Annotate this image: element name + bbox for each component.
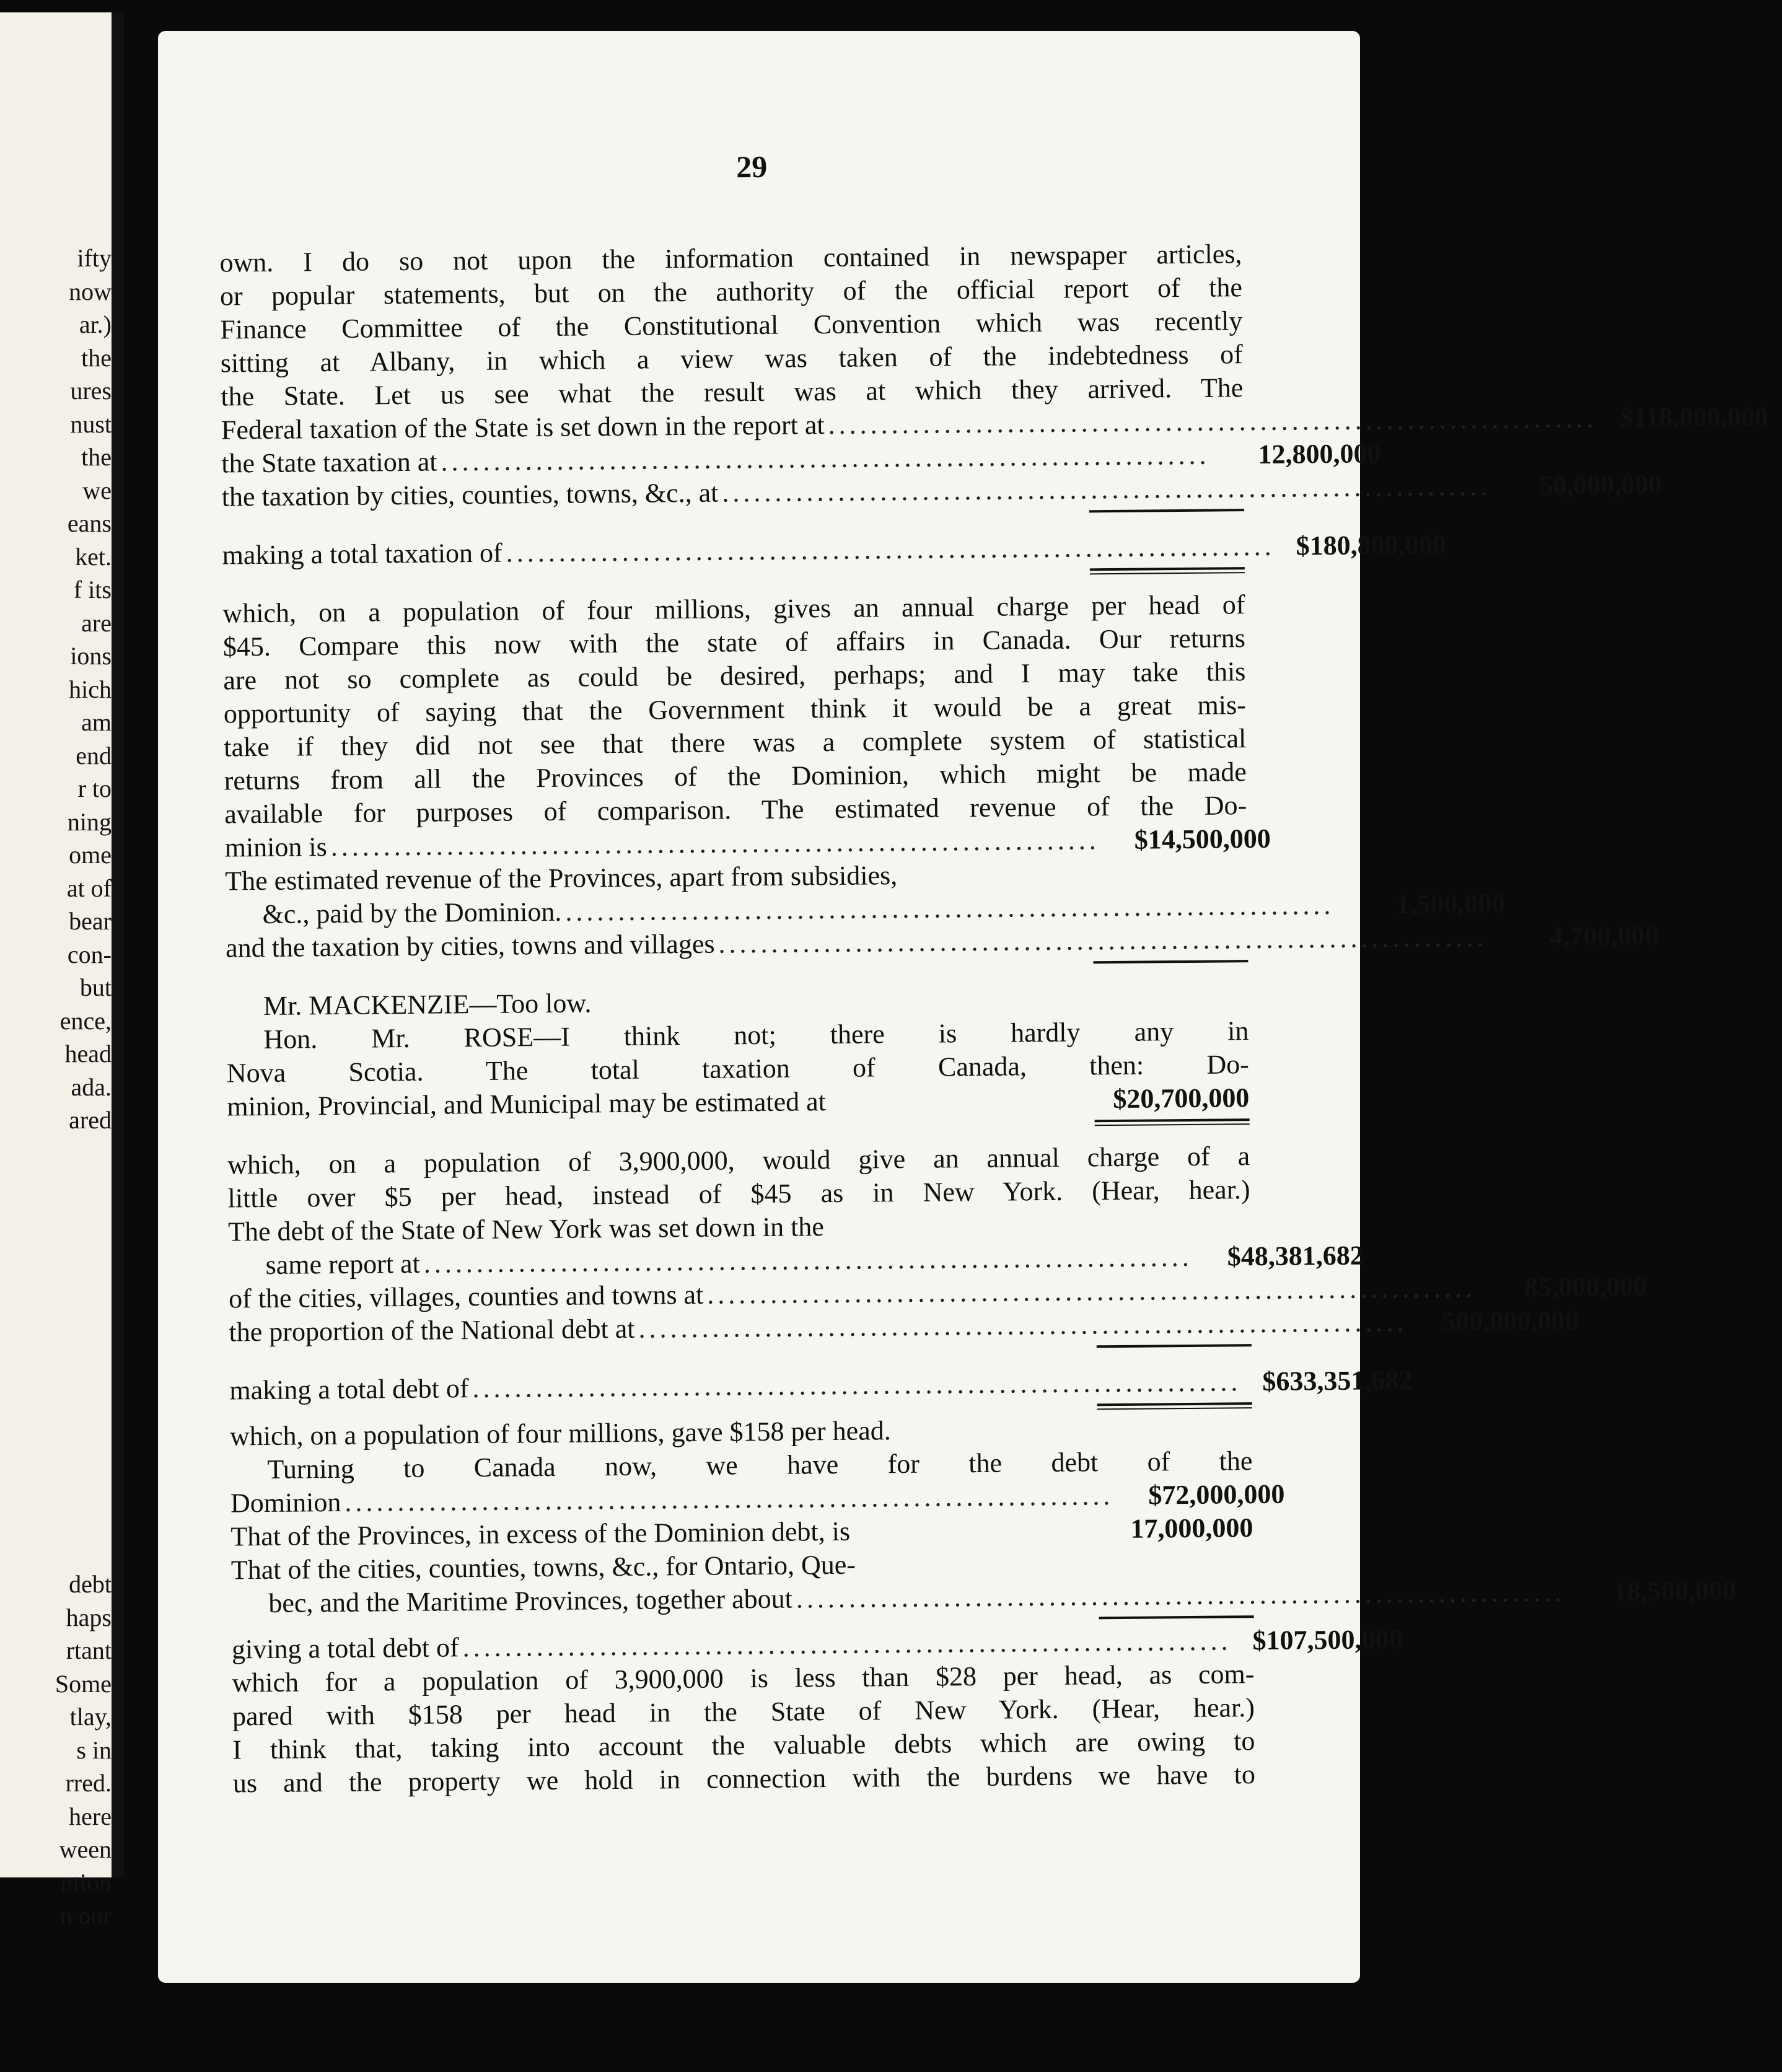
facing-line: ntion	[60, 1868, 112, 1897]
facing-line: ning	[67, 807, 112, 836]
ledger-label: the taxation by cities, counties, towns, &c., at	[221, 477, 719, 512]
ledger-label: of the cities, villages, counties and towns at	[228, 1279, 704, 1314]
ledger-amount: $14,500,000	[1134, 823, 1271, 855]
ledger-label: minion, Provincial, and Municipal may be estimated at	[227, 1086, 827, 1122]
facing-line: ada.	[71, 1073, 112, 1101]
text-line: Nova Scotia. The total taxation of Canada, then: Do-	[226, 1049, 1250, 1089]
document-page	[158, 31, 1768, 1983]
text-line: little over $5 per head, instead of $45 as in New York. (Hear, hear.)	[227, 1174, 1250, 1214]
facing-line: tlay,	[69, 1703, 112, 1731]
ledger-total-amount: $107,500,000	[1252, 1623, 1403, 1656]
leader-dots: .........................................................................	[330, 825, 1100, 863]
ledger-label: minion is	[224, 832, 327, 863]
facing-line: ures	[70, 377, 112, 405]
facing-line: n our	[59, 1902, 112, 1929]
text-line: $45. Compare this now with the state of affairs in Canada. Our returns	[222, 623, 1246, 662]
facing-line	[31, 1435, 124, 1468]
ledger-total-amount: $180,800,000	[1296, 529, 1446, 561]
ledger-total-amount: $20,700,000	[1113, 1082, 1250, 1115]
text-line: take if they did not see that there was a complete system of statistical	[224, 723, 1247, 763]
text-line: which, on a population of 3,900,000, would give an annual charge of a	[227, 1141, 1250, 1180]
leader-dots: .........................................................................	[565, 889, 1335, 927]
facing-line: Some	[55, 1669, 112, 1698]
facing-line	[31, 1203, 124, 1237]
text-line: us and the property we hold in connection with the burdens we have to	[232, 1759, 1256, 1799]
ledger-amount: 1,500,000	[1396, 888, 1506, 920]
facing-line: here	[69, 1802, 112, 1830]
facing-line	[31, 1468, 124, 1502]
facing-line: ar.)	[79, 310, 112, 338]
text-line: which for a population of 3,900,000 is less than $28 per head, as com-	[232, 1659, 1255, 1698]
page-body	[219, 237, 1768, 1800]
ledger-label: and the taxation by cities, towns and villages	[225, 928, 715, 964]
facing-line: we	[82, 476, 112, 504]
text-line: or popular statements, but on the authority of the official report of the	[219, 272, 1243, 312]
text-line: own. I do so not upon the information contained in newspaper articles,	[219, 239, 1242, 278]
leader-dots: .........................................................................	[441, 439, 1210, 477]
facing-line: rred.	[65, 1769, 112, 1797]
facing-line	[31, 1236, 124, 1270]
ledger-label: making a total taxation of	[222, 537, 503, 571]
facing-line	[31, 1501, 124, 1535]
text-line: available for purposes of comparison. The estimated revenue of the Do-	[224, 790, 1247, 830]
facing-page-fragment	[0, 12, 124, 1929]
facing-line	[31, 1535, 124, 1568]
facing-line: the	[81, 343, 112, 372]
facing-line: now	[69, 277, 112, 305]
facing-line: f its	[73, 576, 112, 604]
ledger-label: making a total debt of	[229, 1373, 469, 1406]
text-line: the State. Let us see what the result was at which they arrived. The	[221, 372, 1244, 412]
facing-line: ifty	[77, 244, 112, 272]
leader-dots: .........................................................................	[472, 1366, 1242, 1404]
facing-line	[31, 1137, 124, 1170]
ledger-amount: $48,381,682	[1227, 1240, 1364, 1272]
ledger-amount: 17,000,000	[1130, 1512, 1253, 1544]
facing-line: ket.	[75, 542, 112, 571]
text-line: are not so complete as could be desired, perhaps; and I may take this	[223, 656, 1246, 696]
ledger-label: the proportion of the National debt at	[229, 1313, 635, 1348]
ledger-amount: 85,000,000	[1524, 1271, 1648, 1303]
text-line: The debt of the State of New York was set down in the	[227, 1211, 825, 1247]
facing-line	[31, 1302, 124, 1336]
leader-dots	[850, 1538, 1086, 1540]
leader-dots: .........................................................................	[506, 530, 1275, 568]
facing-line: haps	[66, 1603, 112, 1631]
leader-dots: .........................................................................	[706, 1272, 1477, 1310]
facing-line: r to	[77, 775, 112, 802]
facing-line: ared	[69, 1106, 112, 1134]
text-line: returns from all the Provinces of the Dominion, which might be made	[224, 757, 1247, 796]
ledger-amount: 500,000,000	[1442, 1305, 1579, 1337]
ledger-total-amount: $633,351,682	[1262, 1364, 1413, 1397]
leader-dots: .........................................................................	[828, 403, 1597, 440]
facing-line: at of	[66, 874, 112, 902]
page-number: 29	[735, 149, 768, 185]
text-line: That of the cities, counties, towns, &c., for Ontario, Que-	[230, 1549, 856, 1586]
facing-line: ence,	[59, 1006, 112, 1035]
page-content	[149, 26, 1768, 1988]
facing-line	[31, 1369, 124, 1402]
leader-dots: .........................................................................	[718, 921, 1488, 959]
leader-dots: .........................................................................	[423, 1241, 1193, 1279]
text-line: which, on a population of four millions, gave $158 per head.	[229, 1415, 891, 1452]
facing-line: end	[76, 741, 112, 770]
speaker-interjection: Mr. MACKENZIE—Too low.	[263, 988, 592, 1021]
facing-line: ome	[69, 841, 112, 869]
text-line: opportunity of saying that the Government think it would be a great mis-	[223, 690, 1246, 729]
facing-line	[31, 1270, 124, 1303]
text-line: which, on a population of four millions, gives an annual charge per head of	[222, 589, 1245, 629]
facing-line	[31, 1336, 124, 1369]
text-line: Finance Committee of the Constitutional Convention which was recently	[220, 305, 1243, 345]
ledger-label: bec, and the Maritime Provinces, together about	[268, 1583, 793, 1618]
text-line: I think that, taking into account the valuable debts which are owing to	[232, 1726, 1255, 1765]
leader-dots: .........................................................................	[722, 470, 1491, 508]
ledger-label: Dominion	[230, 1486, 341, 1519]
facing-line	[31, 1402, 124, 1436]
leader-dots: .........................................................................	[462, 1625, 1232, 1663]
facing-line: the	[81, 443, 112, 471]
ledger-label: Federal taxation of the State is set down in the report at	[221, 410, 825, 446]
facing-line: are	[81, 608, 112, 637]
text-line: sitting at Albany, in which a view was taken of the indebtedness of	[220, 339, 1244, 379]
facing-line: con-	[67, 940, 112, 968]
ledger-label: the State taxation at	[221, 446, 437, 479]
facing-line: bear	[69, 907, 112, 935]
facing-line: nust	[70, 410, 112, 438]
facing-line: rtant	[66, 1636, 112, 1664]
ledger-amount: 18,500,000	[1613, 1575, 1737, 1607]
ledger-amount: $72,000,000	[1148, 1478, 1285, 1511]
facing-line: debt	[69, 1570, 112, 1598]
facing-page-text-column	[31, 242, 124, 1933]
page-gutter	[112, 12, 124, 1877]
leader-dots: .........................................................................	[345, 1480, 1114, 1517]
ledger-label: That of the Provinces, in excess of the Dominion debt, is	[230, 1516, 851, 1552]
ledger-amount: $118,000,000	[1619, 401, 1768, 433]
ledger-label: same report at	[265, 1248, 421, 1280]
text-line: The estimated revenue of the Provinces, apart from subsidies,	[224, 860, 898, 897]
ledger-amount: 12,800,000	[1258, 438, 1381, 470]
facing-line: head	[64, 1040, 112, 1068]
ledger-label: &c., paid by the Dominion.	[262, 896, 562, 929]
facing-line: s in	[76, 1736, 112, 1764]
leader-dots	[826, 1108, 1082, 1110]
ledger-amount: 50,000,000	[1539, 469, 1662, 501]
facing-line: but	[79, 973, 112, 1001]
leader-dots: .........................................................................	[796, 1576, 1566, 1614]
facing-line	[31, 1170, 124, 1203]
facing-line: am	[81, 708, 112, 736]
facing-line: ions	[70, 642, 112, 670]
facing-line: hich	[69, 675, 112, 703]
facing-line: eans	[67, 509, 112, 537]
ledger-amount: 4,700,000	[1549, 920, 1659, 952]
leader-dots: .........................................................................	[638, 1306, 1408, 1344]
text-line: Hon. Mr. ROSE—I think not; there is hardly any in	[263, 1016, 1249, 1055]
facing-line: ween	[59, 1835, 112, 1863]
ledger-label: giving a total debt of	[231, 1632, 459, 1665]
text-line: pared with $158 per head in the State of New York. (Hear, hear.)	[232, 1692, 1255, 1732]
text-line: Turning to Canada now, we have for the debt of the	[267, 1446, 1253, 1485]
